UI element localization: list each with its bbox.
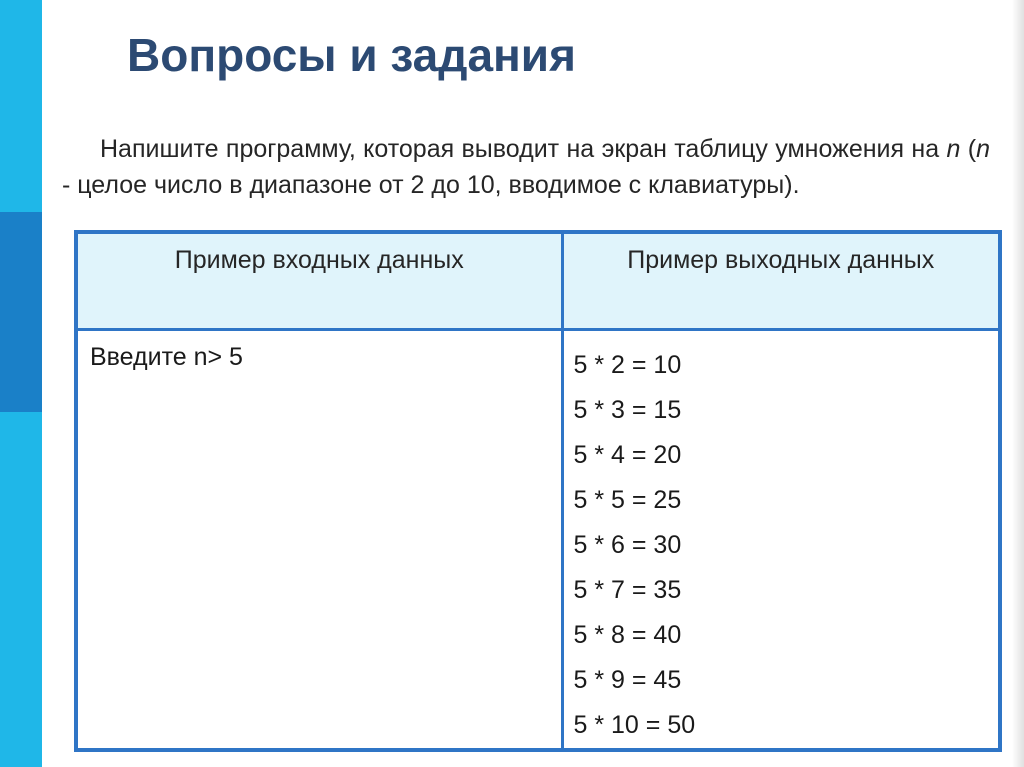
output-line: 5 * 7 = 35 xyxy=(573,576,682,604)
task-variable: n xyxy=(946,135,961,163)
output-line: 5 * 3 = 15 xyxy=(573,396,682,424)
task-text-part: ( xyxy=(960,135,977,163)
output-line: 5 * 4 = 20 xyxy=(573,441,682,469)
task-variable: n xyxy=(976,135,990,163)
page-title: Вопросы и задания xyxy=(127,29,576,81)
task-text-part: - целое число в диапазоне от 2 до 10, вводимое с клавиатуры). xyxy=(62,171,800,199)
output-line: 5 * 9 = 45 xyxy=(573,666,682,694)
output-example-cell xyxy=(562,330,1000,751)
table-row xyxy=(76,330,1000,751)
output-line: 5 * 6 = 30 xyxy=(573,531,682,559)
left-accent-bar-dark-segment xyxy=(0,212,42,412)
output-line: 5 * 5 = 25 xyxy=(573,486,682,514)
output-line: 5 * 10 = 50 xyxy=(573,711,696,739)
task-description xyxy=(62,131,990,203)
task-text-part: Напишите программу, которая выводит на экран таблицу умножения на xyxy=(100,135,947,163)
output-line: 5 * 8 = 40 xyxy=(573,621,682,649)
input-example-cell xyxy=(76,330,562,751)
header-output-example: Пример выходных данных xyxy=(562,232,1000,330)
header-input-example: Пример входных данных xyxy=(76,232,562,330)
slide-edge-shadow xyxy=(1012,0,1024,767)
table-header-row xyxy=(76,232,1000,330)
output-line: 5 * 2 = 10 xyxy=(573,351,682,379)
examples-table xyxy=(74,230,1002,752)
input-example-text: Введите n> 5 xyxy=(90,343,243,371)
output-lines xyxy=(564,331,999,748)
